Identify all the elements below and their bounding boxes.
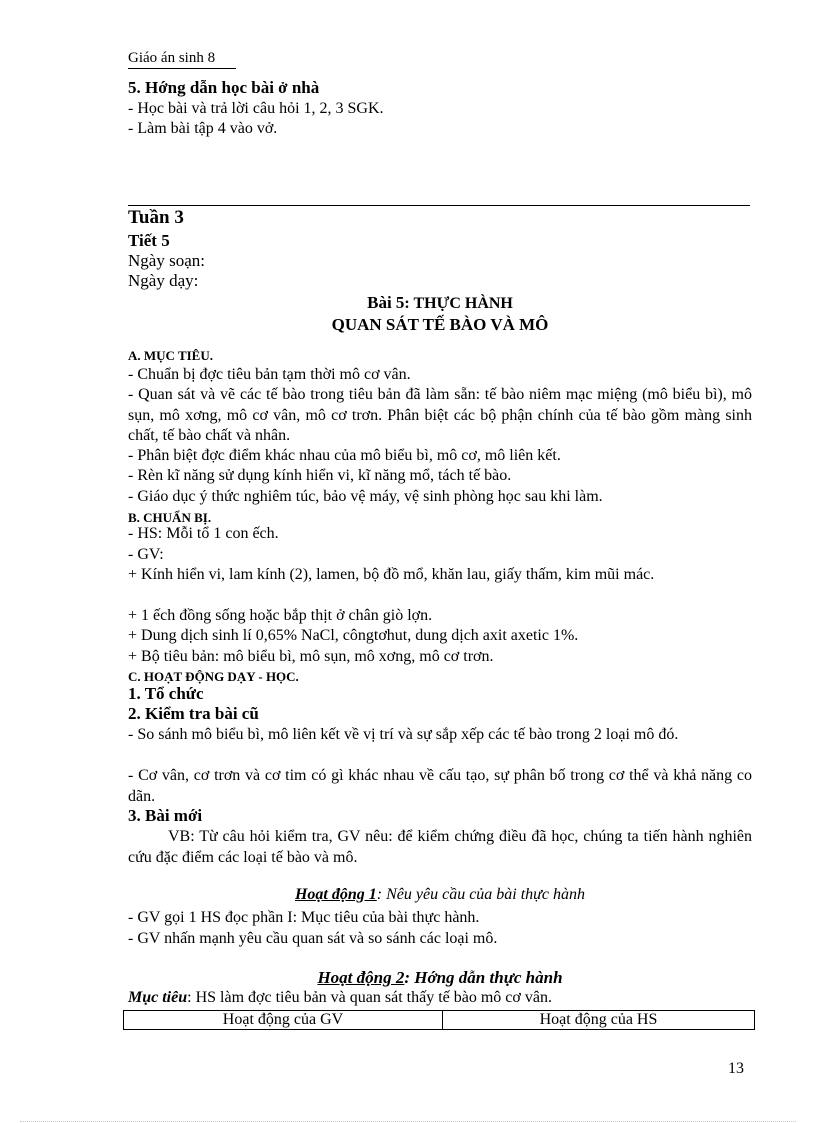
running-title: Giáo án sinh 8	[128, 50, 216, 66]
lesson-number: Bài 5	[367, 293, 405, 312]
activity2-label: Hoạt động 2	[317, 968, 405, 987]
homework-item: - Học bài và trả lời câu hỏi 1, 2, 3 SGK.	[128, 100, 384, 117]
objective-item: - Quan sát và vẽ các tế bào trong tiêu bản đã làm sẵn: tế bào niêm mạc miệng (mô biểu bì), mô sụn, mô xơng, mô cơ vân, mô cơ trơn. Phân biệt các bộ phận chính của tế bào gồm màng sinh chất, tế bào chất và nhân.	[128, 386, 752, 444]
prep-item: - GV:	[128, 546, 164, 563]
section-divider	[128, 205, 750, 206]
activity1-title: : Nêu yêu cầu của bài thực hành	[376, 886, 586, 903]
prep-date: Ngày soạn:	[128, 251, 205, 270]
homework-heading: 5. Hớng dẫn học bài ở nhà	[128, 78, 320, 97]
section-b-heading: B. CHUẨN BỊ.	[128, 510, 212, 525]
section-c-heading: C. HOẠT ĐỘNG DẠY - HỌC.	[128, 669, 299, 684]
activity2-title: : Hớng dẫn thực hành	[404, 968, 563, 987]
activity1-item: - GV nhấn mạnh yêu cầu quan sát và so sánh các loại mô.	[128, 930, 498, 947]
objective-item: - Phân biệt đợc điểm khác nhau của mô biểu bì, mô cơ, mô liên kết.	[128, 447, 561, 464]
subheading-new-lesson: 3. Bài mới	[128, 806, 203, 825]
review-question: - So sánh mô biểu bì, mô liên kết về vị trí và sự sắp xếp các tế bào trong 2 loại mô đó.	[128, 726, 679, 743]
activity1-label: Hoạt động 1	[294, 886, 377, 903]
running-title-underline	[128, 68, 236, 69]
prep-item: + Bộ tiêu bản: mô biểu bì, mô sụn, mô xơng, mô cơ trơn.	[128, 648, 494, 665]
activity2-objective	[128, 989, 552, 1007]
table-header-student: Hoạt động của HS	[442, 1011, 754, 1030]
period-label: Tiết 5	[128, 231, 170, 250]
page-edge	[20, 1121, 796, 1122]
lesson-title-line2: QUAN SÁT TẾ BÀO VÀ MÔ	[331, 315, 549, 334]
prep-item: - HS: Mỗi tổ 1 con ếch.	[128, 525, 279, 542]
objective-item: - Chuẩn bị đợc tiêu bản tạm thời mô cơ vân.	[128, 366, 411, 383]
prep-item: + Kính hiển vi, lam kính (2), lamen, bộ đồ mổ, khăn lau, giấy thấm, kim mũi mác.	[128, 566, 655, 583]
table-header-teacher: Hoạt động của GV	[124, 1011, 443, 1030]
prep-item: + Dung dịch sinh lí 0,65% NaCl, côngtơhut, dung dịch axit axetic 1%.	[128, 627, 579, 644]
activity2-heading	[0, 968, 816, 988]
activity1-heading	[0, 886, 816, 904]
prep-item: + 1 ếch đồng sống hoặc bắp thịt ở chân giò lợn.	[128, 607, 433, 624]
subheading-review: 2. Kiểm tra bài cũ	[128, 704, 259, 723]
review-question: - Cơ vân, cơ trơn và cơ tim có gì khác nhau về cấu tạo, sự phân bố trong cơ thể và khả năng co dãn.	[128, 767, 752, 805]
objective-item: - Rèn kĩ năng sử dụng kính hiển vi, kĩ năng mổ, tách tế bào.	[128, 467, 512, 484]
objective-label: Mục tiêu	[128, 989, 188, 1006]
table-header-row	[124, 1011, 755, 1030]
homework-item: - Làm bài tập 4 vào vở.	[128, 120, 278, 137]
week-label: Tuần 3	[128, 207, 184, 228]
objective-text: : HS làm đợc tiêu bản và quan sát thấy tế bào mô cơ vân.	[187, 989, 552, 1006]
activity-table	[123, 1010, 755, 1030]
section-a-heading: A. MỤC TIÊU.	[128, 348, 213, 363]
activity1-item: - GV gọi 1 HS đọc phần I: Mục tiêu của bài thực hành.	[128, 909, 480, 926]
teach-date: Ngày dạy:	[128, 271, 199, 290]
subheading-organization: 1. Tổ chức	[128, 684, 204, 703]
lesson-type: : THỰC HÀNH	[404, 295, 513, 312]
lesson-intro: VB: Từ câu hỏi kiểm tra, GV nêu: để kiểm chứng điều đã học, chúng ta tiến hành nghiên cứu đặc điểm các loại tế bào và mô.	[128, 828, 752, 866]
objective-item: - Giáo dục ý thức nghiêm túc, bảo vệ máy, vệ sinh phòng học sau khi làm.	[128, 488, 603, 505]
lesson-title-line1	[0, 293, 816, 313]
page-number: 13	[728, 1060, 744, 1077]
